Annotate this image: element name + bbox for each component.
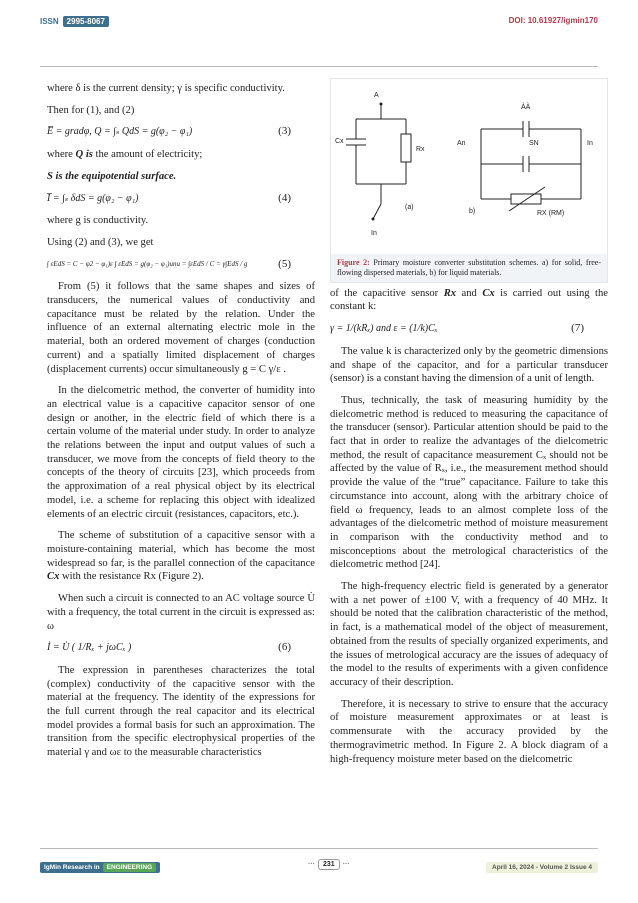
equation-7: γ = 1/(kRₓ) and ε = (1/k)Cₓ (7) bbox=[330, 322, 584, 335]
page-header bbox=[40, 14, 598, 32]
label-sub-a: (a) bbox=[405, 204, 414, 211]
paragraph: where δ is the current density; γ is specific conductivity. bbox=[47, 83, 285, 94]
paragraph: The value k is characterized only by the geometric dimensions and shape of the capacitor, and for a particular transducer (sensor) is a constant having the dimension of a unit of length. bbox=[330, 345, 608, 385]
label-cx: Cx bbox=[335, 138, 344, 145]
paragraph: of the capacitive sensor Rx and Cx is carried out using the constant k: bbox=[330, 287, 608, 313]
paragraph: The high-frequency electric field is generated by a generator with a net power of ±100 V, with a frequency of 40 MHz. It should be noted that the calibration characteristic of the method, in fact, is a mathematical model of the object of measurement, obtained from the results of specially organized experiments, and the issues of metrological accuracy are the issues of adequacy of the model to the results of experiments with a given confidence accuracy of their description. bbox=[330, 581, 608, 688]
label-a: A bbox=[374, 92, 379, 99]
paragraph: where Q is the amount of electricity; bbox=[47, 149, 203, 161]
paragraph: In the dielcometric method, the converter of humidity into an electrical value is a capacitive capacitor sensor of one design or another, in the electric field of which there is a certain volume of the material under study. In order to analyze the relations between the input and output values of such a transducer, we move from the concepts of field theory to the concepts of the theory of circuits [23], which proceeds from the approximation of a real physical object by its electrical model, i.e. a scheme for replacing this object with idealized elements of an electric circuit (resistances, capacitors, etc.). bbox=[47, 385, 315, 520]
paragraph: The expression in parentheses characterizes the total (complex) conductivity of the capacitive sensor with the material at the frequency. The identity of the expressions for the full current through the real capacitor and its electrical model provides a formal basis for such an approximation. The transition from the specific electrophysical properties of the material γ and ωε to the measurable characteristics bbox=[47, 664, 315, 759]
journal-tag: IgMin Research in ENGINEERING bbox=[40, 862, 160, 873]
label-in-right: In bbox=[587, 140, 593, 147]
paragraph: Therefore, it is necessary to strive to ensure that the accuracy of moisture measurement approximates or at least is commensurate with the accuracy provided by the thermogravimetric method. In Figure 2. A block diagram of a high-frequency moisture meter based on the dielcometric bbox=[330, 698, 608, 765]
label-an: An bbox=[457, 140, 466, 147]
circuit-diagram bbox=[331, 79, 607, 249]
page-number: ··· 231 ··· bbox=[308, 861, 350, 868]
equation-5: ∫ εEdS = C − φ2 − φ₁)ε ∫ εEdS = g(φ₂ − φ₁)unu = ∫εEdS / C = γ∫EdS / g (5) bbox=[47, 257, 291, 270]
equation-6: İ = U̇ ( 1/Rₓ + jωCₓ ) (6) bbox=[47, 641, 291, 654]
paragraph: From (5) it follows that the same shapes and sizes of transducers, the numerical values of conductivity and capacitance must be related by the relation. Under the influence of an external alternating electric mole in the material, both an ordered movement of charges (conduction current) and a spatially limited displacement of charges (displacement currents) occur simultaneously g = C γ/ε . bbox=[47, 281, 315, 375]
label-sn: SN bbox=[529, 140, 539, 147]
page-footer bbox=[40, 862, 598, 876]
label-rx-rm: RX (RM) bbox=[537, 210, 565, 217]
equation-3: E̅ = gradφ, Q = ∫ₛ QdS = g(φ₂ − φ₁) (3) bbox=[47, 125, 291, 138]
paragraph: Using (2) and (3), we get bbox=[47, 236, 154, 248]
paragraph: When such a circuit is connected to an AC voltage source U̇ with a frequency, the total current in the circuit is expressed as: ω bbox=[47, 593, 315, 632]
paragraph: The scheme of substitution of a capacitive sensor with a moisture-containing material, which has become the most widespread so far, is the parallel connection of the capacitance Cx with the resistance Rx (Figure 2). bbox=[47, 530, 315, 583]
paragraph: where g is conductivity. bbox=[47, 215, 149, 227]
label-aa: ÀÀ bbox=[521, 104, 531, 111]
left-column bbox=[47, 82, 315, 768]
header-divider bbox=[40, 66, 598, 67]
issue-date: April 16, 2024 - Volume 2 Issue 4 bbox=[486, 862, 598, 873]
equation-4: I̅ = ∫ₛ δdS = g(φ₂ − φ₁) (4) bbox=[47, 191, 291, 204]
paragraph: Then for (1), and (2) bbox=[47, 104, 135, 116]
label-sub-b: b) bbox=[469, 208, 476, 215]
figure-2 bbox=[330, 78, 608, 283]
doi-link[interactable]: DOI: 10.61927/igmin170 bbox=[508, 16, 598, 25]
issn: ISSN 2995-8067 bbox=[40, 16, 109, 27]
paragraph: S is the equipotential surface. bbox=[47, 170, 177, 182]
label-in-left: In bbox=[371, 230, 377, 237]
figure-caption: Figure 2: Primary moisture converter substitution schemes. a) for solid, free-flowing dispersed materials, b) for liquid materials. bbox=[331, 254, 607, 282]
right-column bbox=[330, 78, 608, 774]
label-rx: Rx bbox=[416, 146, 425, 153]
paragraph: Thus, technically, the task of measuring humidity by the dielcometric method is reduced to measuring the capacitance of the transducer (sensor). Particular attention should be paid to the fact that in order to realize the advantages of the dielcometric method, the result of capacitance measurement Cₓ should not be affected by the value of Rₓ, i.e., the measurement method should provide the value of the “true” capacitance. Failure to take this circumstance into account, along with the arbitrary choice of field ω frequency, leads to an almost complete loss of the advantages of the dielcometric method of moisture measurement in comparison with the conductivity method and to misconceptions about the metrological characteristics of the dielcometric method [24]. bbox=[330, 394, 608, 571]
footer-divider bbox=[40, 848, 598, 849]
